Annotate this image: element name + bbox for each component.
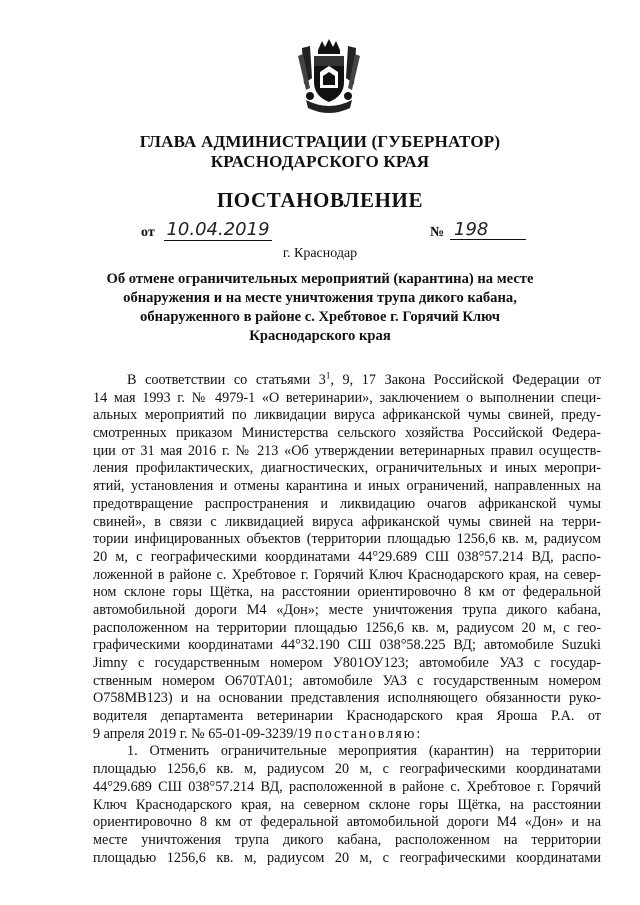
clause-1-line: ориентировочно 8 км от федеральной автомобильной дороги М4 «Дон» и на [93,814,601,831]
clause-1-line: месте уничтожения трупа дикого кабана, расположенном на территории [93,831,601,848]
body-text: В соответствии со статьями 3 [127,372,326,388]
document-type-title: ПОСТАНОВЛЕНИЕ [216,188,424,212]
body-line: ложенной в районе с. Хребтовое г. Горячий Ключ Краснодарского края, на север- [93,566,601,583]
body-line: водителя департамента ветеринарии Краснодарского края Яроша Р.А. от [93,708,601,725]
body-line [93,372,601,390]
clause-1-line: Ключ Краснодарского края, на северном склоне горы Щётка, на расстоянии [93,796,601,813]
body-line: альных мероприятий по ликвидации вируса африканской чумы свиней, преду- [93,407,601,424]
body-line: свиней», в связи с ликвидацией вируса африканской чумы свиней на терри- [93,513,601,530]
document-subject [100,270,540,346]
issuer-title-line1: ГЛАВА АДМИНИСТРАЦИИ (ГУБЕРНАТОР) [139,132,501,151]
subject-line: Об отмене ограничительных мероприятий (карантина) на месте [106,271,534,287]
date-label: от [141,225,155,240]
body-line: автомобильной дороги М4 «Дон»; месте уничтожения трупа дикого кабана, [93,601,601,618]
document-body [93,372,601,867]
body-line: расположенном на территории площадью 1256,6 кв. м, радиусом 20 м, с гео- [93,619,601,636]
krasnodar-coat-of-arms-icon [296,38,362,116]
body-line: графическими координатами 44°32.190 СШ 038°58.225 ВД; автомобиле Suzuki [93,637,601,654]
body-line [93,726,601,744]
body-line: Jimny с государственным номером У801ОУ123; автомобиле УАЗ с государ- [93,655,601,671]
body-line: ном склоне горы Щётка, на расстоянии ориентировочно 8 км от федеральной [93,584,601,601]
date-number-line [0,219,640,246]
body-line: 14 мая 1993 г. № 4979-1 «О ветеринарии», заключением о выполнении специ- [93,389,601,406]
body-line: ственным номером О670ТА01; автомобиле УАЗ с государственным номером [93,672,601,689]
body-text: , 9, 17 Закона Российской Федерации от [330,372,601,388]
clause-1-line: площадью 1256,6 кв. м, радиусом 20 м, с географическими координатами [93,761,601,778]
issuer-title-line2: КРАСНОДАРСКОГО КРАЯ [210,152,430,171]
clause-1-line: 1. Отменить ограничительные мероприятия (карантин) на территории [127,743,601,760]
body-line: ятий, установления и отмены карантина и иных ограничений, направленных на [93,478,601,495]
clause-1-line: 44°29.689 СШ 038°57.214 ВД, расположенной в районе с. Хребтовое г. Горячий [93,778,601,795]
article-superscript: 1 [325,370,331,381]
subject-line: обнаружения и на месте уничтожения трупа дикого кабана, [123,290,517,306]
city-name: г. Краснодар [282,246,358,261]
body-line: ции от 31 мая 2016 г. № 213 «Об утверждении ветеринарных правил осуществ- [93,442,601,459]
subject-line: Краснодарского края [249,328,391,344]
body-text: 9 апреля 2019 г. № 65-01-09-3239/19 [93,725,315,742]
body-line: тории инфицированных объектов (территории площадью 1256,6 кв. м, радиусом [93,531,601,548]
clause-1-line: площадью 1256,6 кв. м, радиусом 20 м, с географическими координатами [93,849,601,866]
resolution-word: постановляю: [315,725,423,742]
body-line: 20 м, с географическими координатами 44°29.689 СШ 038°57.214 ВД, распо- [93,548,601,565]
number-value: 198 [450,218,526,240]
subject-line: обнаруженного в районе с. Хребтовое г. Горячий Ключ [140,309,500,325]
body-line: предотвращение распространения и ликвидацию очагов африканской чумы [93,495,601,512]
body-line: О758МВ123) и на основании представления исполняющего обязанности руко- [93,690,601,707]
body-line: смотренных приказом Министерства сельского хозяйства Российской Федера- [93,425,601,442]
number-label: № [430,225,445,240]
body-line: ления профилактических, диагностических, ограничительных и иных меропри- [93,460,601,477]
date-value: 10.04.2019 [164,218,272,241]
